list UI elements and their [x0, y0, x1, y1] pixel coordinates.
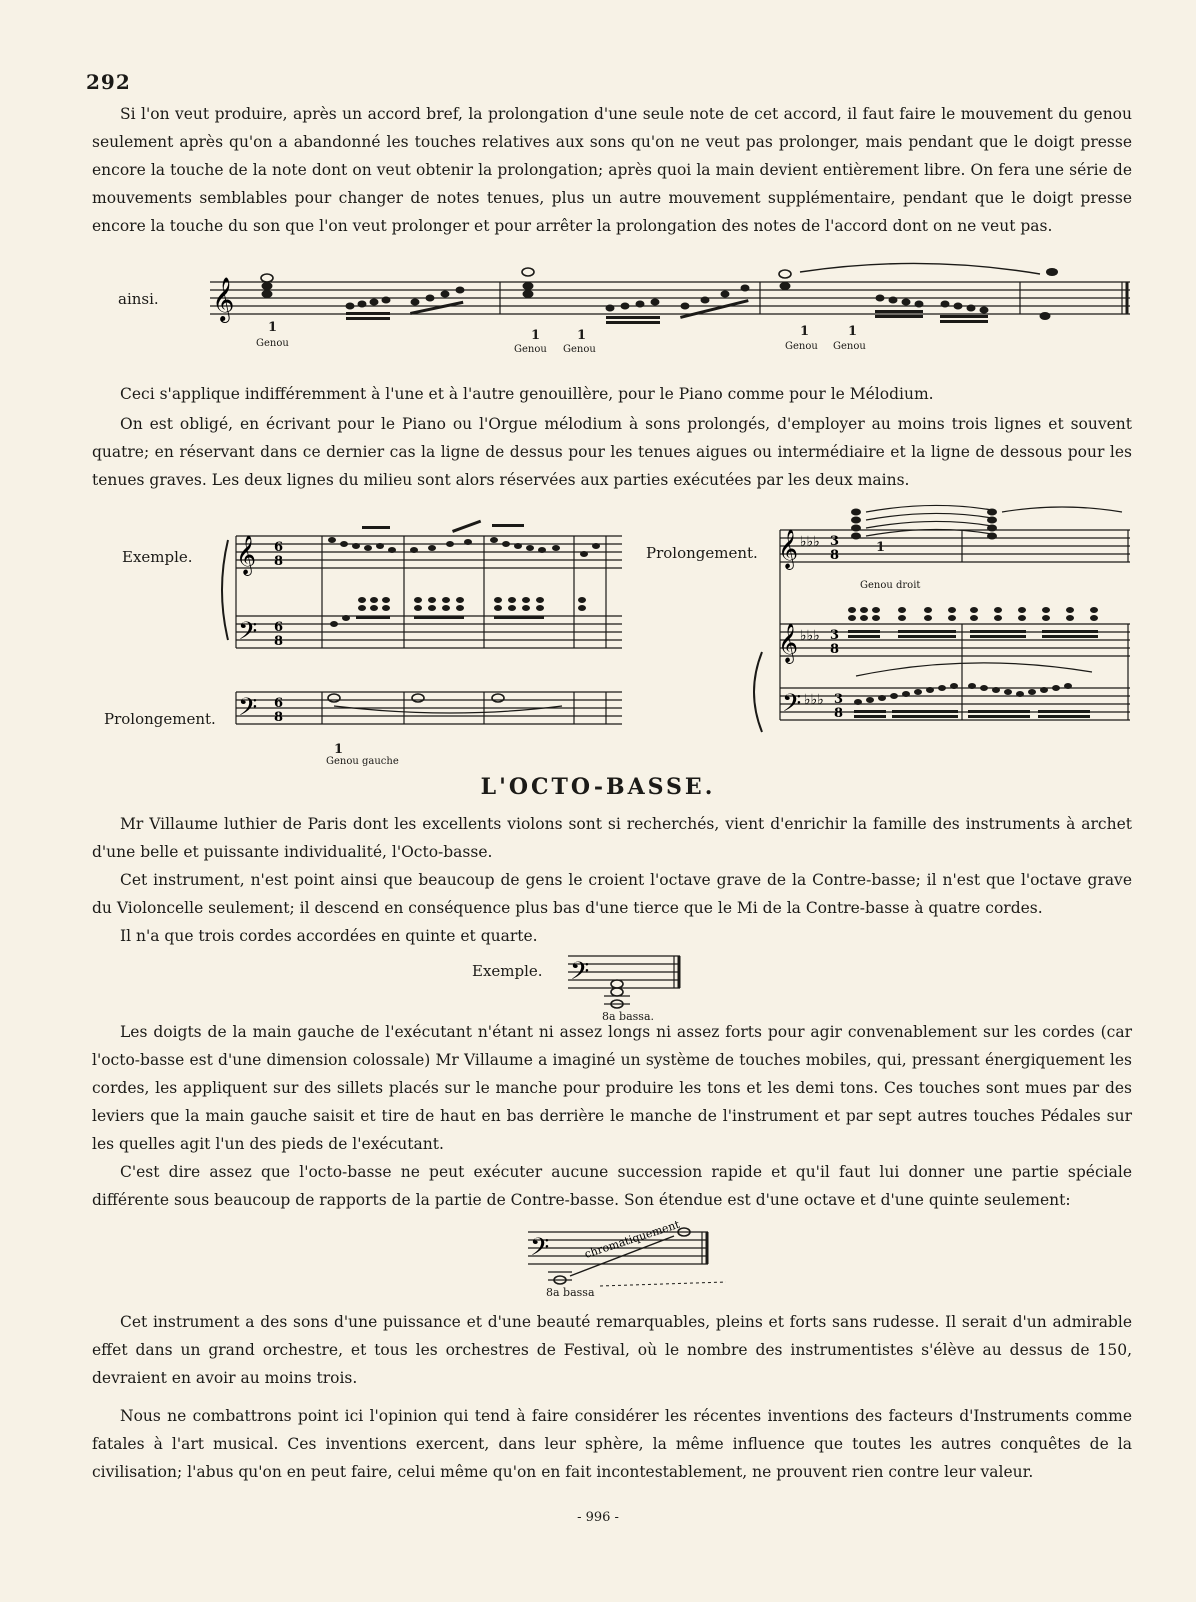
example2-left-time-den-2: 8 [274, 634, 284, 649]
paragraph-inventions: Nous ne combattrons point ici l'opinion qui tend à faire considérer les récentes inventions des facteurs d'Instruments comme fatales à l'art musical. Ces inventions exercent, dans leur sphère, la même influence que toutes les autres conquêtes de la civilisation; l'abus qu'on en peut faire, celui même qu'on en fait incontestablement, ne prouvent rien contre leur valeur. [92, 1407, 1132, 1481]
paragraph-prolongation: Si l'on veut produire, après un accord bref, la prolongation d'une seule note de cet accord, il faut faire le mouvement du genou seulement après qu'on a abandonné les touches relatives aux sons qu'on ne veut pas prolonger, mais pendant que le doigt presse encore la touche de la note dont on veut obtenir la prolongation; après quoi la main devient entièrement libre. On fera une série de mouvements semblables pour changer de notes tenues, plus un autre mouvement supplémentaire, pendant que le doigt presse encore la touche du son que l'on veut prolonger et pour arrêter la prolongation des notes de l'accord dont on ne veut pas. [92, 105, 1132, 235]
example2-right-time-num-3: 3 [834, 692, 844, 707]
example1-label: ainsi. [118, 290, 159, 308]
svg-text:𝄢: 𝄢 [238, 693, 258, 728]
svg-text:♭♭♭: ♭♭♭ [804, 692, 824, 708]
paragraph-trois-cordes: Il n'a que trois cordes accordées en quinte et quarte. [120, 927, 538, 945]
example4-ottava: 8a bassa [546, 1286, 595, 1299]
example4-staff [528, 1218, 718, 1288]
example1-mark-4-text: Genou [785, 341, 818, 352]
example1-mark-1-text: Genou [256, 338, 289, 349]
example2-right-mark-text: Genou droit [860, 580, 921, 591]
svg-text:♭♭♭: ♭♭♭ [800, 534, 820, 550]
example2-left-time-den-3: 8 [274, 710, 284, 725]
example2-right-time-num-2: 3 [830, 628, 840, 643]
paragraph-succession: C'est dire assez que l'octo-basse ne peut exécuter aucune succession rapide et qu'il faut lui donner une partie spéciale différente sous beaucoup de rapports de la partie de Contre-basse. Son étendue est d'une octave et d'une quinte seulement: [92, 1163, 1132, 1209]
section-heading-octo-basse: L'OCTO-BASSE. [480, 774, 716, 800]
example1-mark-1-num: 1 [268, 320, 278, 335]
svg-text:𝄞: 𝄞 [778, 623, 799, 663]
example2-left-time-num-3: 6 [274, 696, 284, 711]
example2-right-time-den-1: 8 [830, 548, 840, 563]
example1-mark-5-text: Genou [833, 341, 866, 352]
example2-left-score [222, 520, 622, 730]
example2-right-time-den-3: 8 [834, 706, 844, 721]
example1-mark-5-num: 1 [848, 324, 858, 339]
example2-right-time-den-2: 8 [830, 642, 840, 657]
svg-text:♭♭♭: ♭♭♭ [800, 628, 820, 644]
paragraph-trois-lignes: On est obligé, en écrivant pour le Piano ou l'Orgue mélodium à sons prolongés, d'employer au moins trois lignes et souvent quatre; en réservant dans ce dernier cas la ligne de dessus pour les tenues aigues ou intermédiaire et la ligne de dessous pour les tenues graves. Les deux lignes du milieu sont alors réservées aux parties exécutées par les deux mains. [92, 415, 1132, 489]
example3-staff [568, 952, 692, 1008]
example4-ottava-line [600, 1280, 730, 1292]
example2-right-mark-num: 1 [876, 540, 886, 555]
svg-text:𝄞: 𝄞 [778, 529, 799, 569]
example3-ottava: 8a bassa. [602, 1010, 654, 1023]
example1-mark-2-text: Genou [514, 344, 547, 355]
example2-left-time-num-2: 6 [274, 620, 284, 635]
svg-text:𝄢: 𝄢 [530, 1233, 550, 1268]
example1-mark-3-text: Genou [563, 344, 596, 355]
example2-left-bottom-label: Prolongement. [104, 710, 216, 728]
example2-left-time-num-1: 6 [274, 540, 284, 555]
example1-mark-2-num: 1 [531, 328, 541, 343]
example1-mark-3-num: 1 [577, 328, 587, 343]
example2-left-mark-num: 1 [334, 742, 344, 757]
svg-text:𝄢: 𝄢 [570, 957, 590, 992]
svg-text:𝄞: 𝄞 [236, 535, 257, 575]
paragraph-genouillere: Ceci s'applique indifféremment à l'une et à l'autre genouillère, pour le Piano comme pour le Mélodium. [120, 385, 934, 403]
example1-staff [210, 260, 1130, 330]
svg-text:𝄢: 𝄢 [782, 689, 802, 724]
example4-annotation: chromatiquement [582, 1217, 682, 1261]
example2-left-mark-text: Genou gauche [326, 756, 399, 767]
plate-number: - 996 - [577, 1510, 619, 1525]
paragraph-touches-mobiles: Les doigts de la main gauche de l'exécutant n'étant ni assez longs ni assez forts pour agir convenablement sur les cordes (car l'octo-basse est d'une dimension colossale) Mr Villaume a imaginé un système de touches mobiles, qui, pressant énergiquement les cordes, les appliquent sur des sillets placés sur le manche pour produire les tons et les demi tons. Ces touches sont mues par des leviers que la main gauche saisit et tire de haut en bas derrière le manche de l'instrument et par sept autres touches Pédales sur les quelles agit l'un des pieds de l'exécutant. [92, 1023, 1132, 1153]
example2-right-score [752, 506, 1130, 736]
example2-right-time-num-1: 3 [830, 534, 840, 549]
example2-right-label: Prolongement. [646, 544, 758, 562]
example1-mark-4-num: 1 [800, 324, 810, 339]
page-number: 292 [86, 70, 131, 94]
example2-left-time-den-1: 8 [274, 554, 284, 569]
paragraph-villaume: Mr Villaume luthier de Paris dont les excellents violons sont si recherchés, vient d'enrichir la famille des instruments à archet d'une belle et puissante individualité, l'Octo-basse. [92, 815, 1132, 861]
svg-text:𝄢: 𝄢 [238, 617, 258, 652]
svg-text:𝄞: 𝄞 [212, 277, 235, 321]
example2-left-label: Exemple. [122, 548, 193, 566]
paragraph-octave-grave: Cet instrument, n'est point ainsi que beaucoup de gens le croient l'octave grave de la Contre-basse; il n'est que l'octave grave du Violoncelle seulement; il descend en conséquence plus bas d'une tierce que le Mi de la Contre-basse à quatre cordes. [92, 871, 1132, 917]
paragraph-puissance: Cet instrument a des sons d'une puissance et d'une beauté remarquables, pleins et forts sans rudesse. Il serait d'un admirable effet dans un grand orchestre, et tous les orchestres de Festival, où le nombre des instrumentistes s'élève au dessus de 150, devraient en avoir au moins trois. [92, 1313, 1132, 1387]
example3-label: Exemple. [472, 962, 543, 980]
